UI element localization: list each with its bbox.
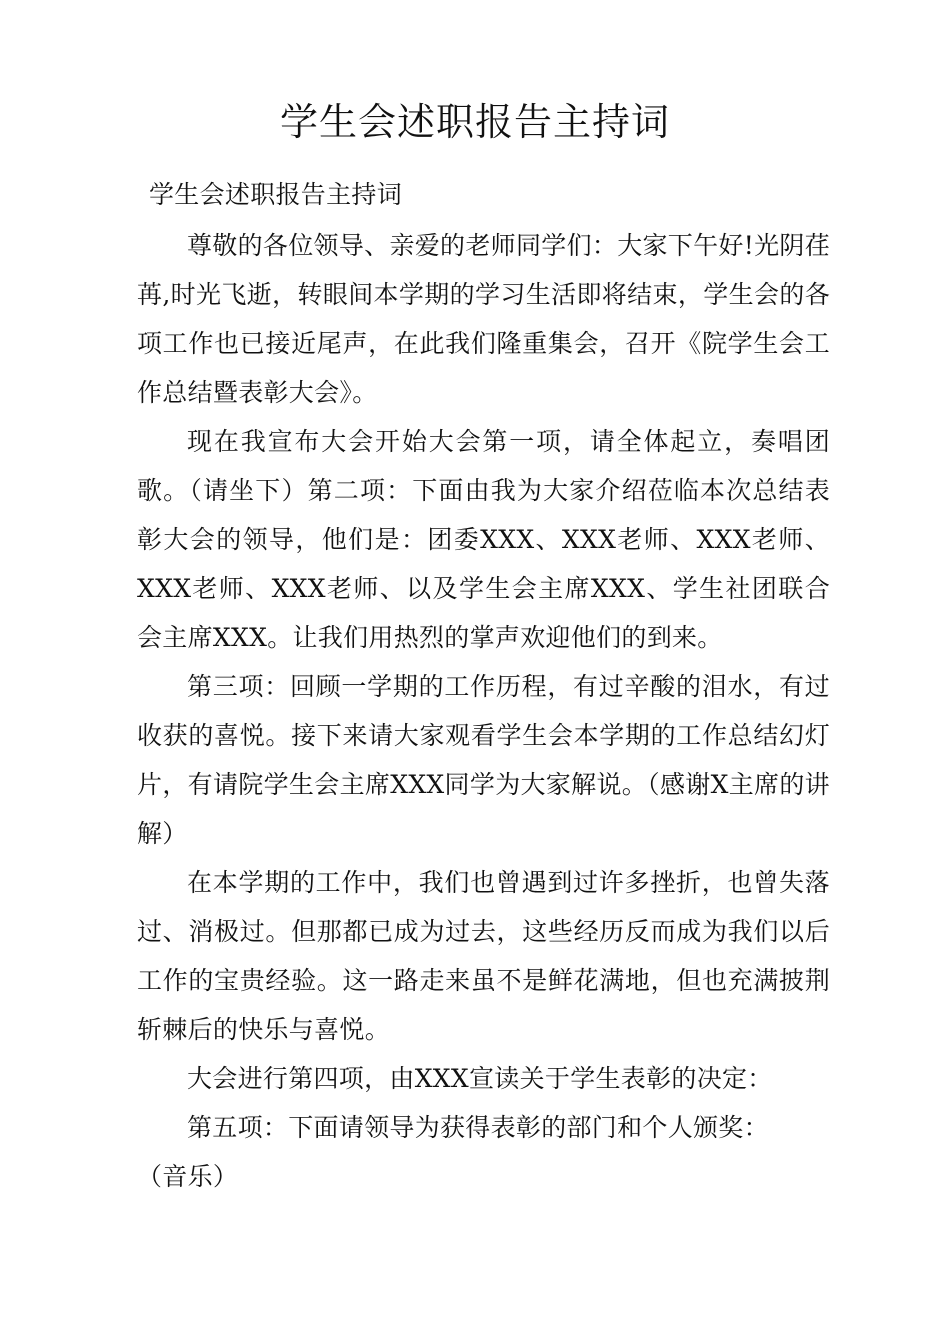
paragraph-5: 大会进行第四项，由XXX宣读关于学生表彰的决定：: [187, 1064, 773, 1093]
closing-line: （音乐）: [137, 1162, 239, 1191]
paragraph-3: 第三项：回顾一学期的工作历程，有过辛酸的泪水，有过收获的喜悦。接下来请大家观看学生会本学期的工作总结幻灯片，有请院学生会主席XXX同学为大家解说。（感谢X主席的讲解）: [137, 672, 830, 848]
paragraph-4: 在本学期的工作中，我们也曾遇到过许多挫折，也曾失落过、消极过。但那都已成为过去，这些经历反而成为我们以后工作的宝贵经验。这一路走来虽不是鲜花满地，但也充满披荆斩棘后的快乐与喜悦。: [137, 868, 830, 1044]
document-title: 学生会述职报告主持词: [279, 100, 670, 144]
paragraph-6: 第五项：下面请领导为获得表彰的部门和个人颁奖：: [187, 1113, 769, 1142]
document-subtitle: 学生会述职报告主持词: [149, 180, 403, 209]
paragraph-2: 现在我宣布大会开始大会第一项，请全体起立，奏唱团歌。（请坐下）第二项：下面由我为大家介绍莅临本次总结表彰大会的领导，他们是：团委XXX、XXX老师、XXX老师、XXX老师、XXX老师、以及学生会主席XXX、学生社团联合会主席XXX。让我们用热烈的掌声欢迎他们的到来。: [137, 427, 830, 652]
document-body: [137, 170, 830, 1201]
paragraph-1: 尊敬的各位领导、亲爱的老师同学们：大家下午好!光阴荏苒,时光飞逝，转眼间本学期的学习生活即将结束，学生会的各项工作也已接近尾声，在此我们隆重集会，召开《院学生会工作总结暨表彰大会》。: [137, 231, 830, 407]
